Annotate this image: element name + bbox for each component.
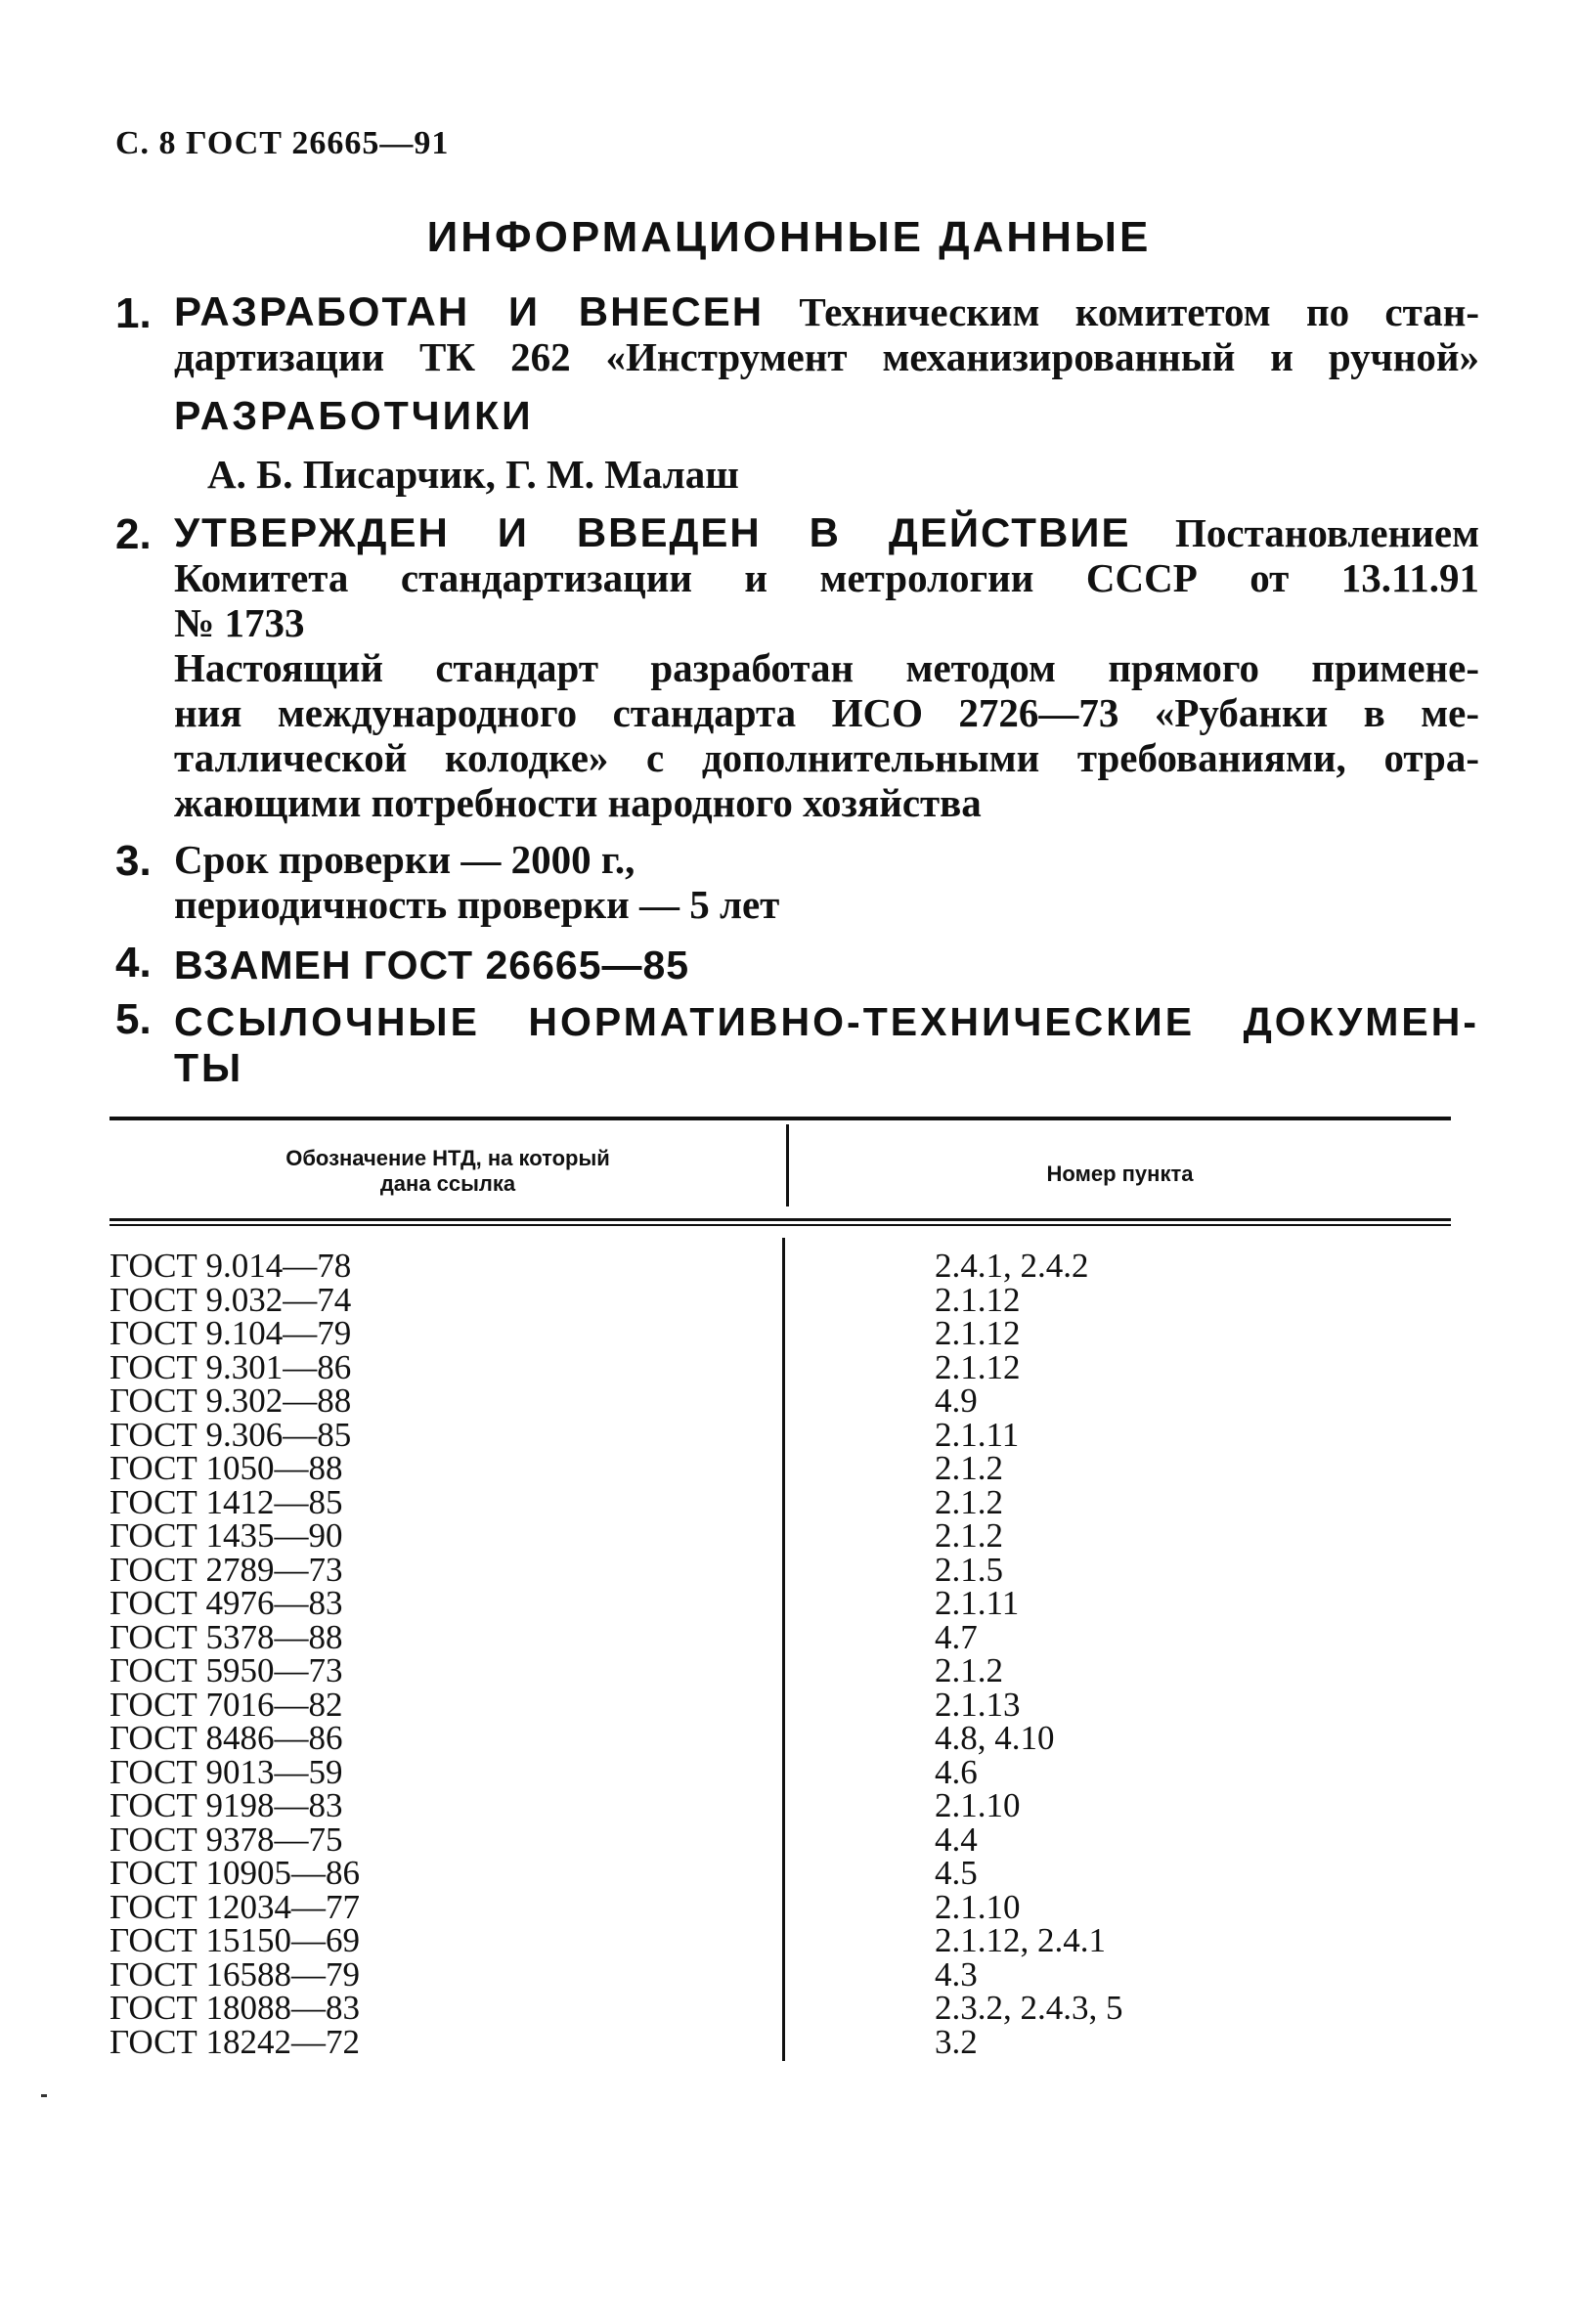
table-row: [110, 1651, 1451, 1689]
table-row: [110, 1617, 1451, 1656]
cell-document: ГОСТ 1412—85: [110, 1482, 343, 1521]
table-row: [110, 1954, 1451, 1994]
col-header-document-line-1: Обозначение НТД, на который: [285, 1146, 610, 1170]
cell-item-number: 2.1.12, 2.4.1: [935, 1921, 1106, 1959]
table-row: [110, 1685, 1451, 1724]
cell-document: ГОСТ 12034—77: [110, 1887, 361, 1926]
section-2-note-2: ния международного стандарта ИСО 2726—73 «Рубанки в ме-: [174, 690, 1479, 735]
table-row: [110, 1449, 1451, 1487]
section-1: [115, 289, 1479, 497]
table-row: [110, 1719, 1451, 1757]
table-row: [110, 1415, 1451, 1454]
cell-item-number: 4.3: [935, 1954, 978, 1994]
cell-item-number: 4.6: [935, 1752, 978, 1791]
cell-document: ГОСТ 9378—75: [110, 1820, 343, 1859]
table-row: [110, 1516, 1451, 1555]
section-2-line-1: [174, 510, 1479, 555]
cell-item-number: 2.1.10: [935, 1887, 1021, 1926]
cell-item-number: 2.1.2: [935, 1516, 1003, 1555]
cell-document: ГОСТ 1050—88: [110, 1449, 343, 1487]
section-2: [115, 510, 1479, 825]
section-2-note-4: жающими потребности народного хозяйства: [174, 780, 982, 825]
section-1-number: 1.: [115, 289, 152, 337]
cell-document: ГОСТ 4976—83: [110, 1584, 343, 1622]
developers-heading: РАЗРАБОТЧИКИ: [174, 393, 534, 438]
developers-names: А. Б. Писарчик, Г. М. Малаш: [207, 452, 739, 497]
section-2-note-1: Настоящий стандарт разработан методом прямого примене-: [174, 645, 1479, 690]
section-2-lead: УТВЕРЖДЕН И ВВЕДЕН В ДЕЙСТВИЕ: [174, 509, 1131, 555]
table-row: [110, 1989, 1451, 2027]
cell-document: ГОСТ 5950—73: [110, 1651, 343, 1689]
document-title: ИНФОРМАЦИОННЫЕ ДАННЫЕ: [426, 213, 1152, 261]
cell-item-number: 2.3.2, 2.4.3, 5: [935, 1989, 1123, 2027]
cell-item-number: 2.1.2: [935, 1651, 1003, 1689]
cell-document: ГОСТ 9198—83: [110, 1786, 343, 1824]
cell-item-number: 2.1.10: [935, 1786, 1021, 1824]
cell-document: ГОСТ 9.302—88: [110, 1381, 352, 1420]
table-row: [110, 1752, 1451, 1791]
table-row: [110, 1921, 1451, 1959]
table-row: [110, 1381, 1451, 1420]
section-2-number: 2.: [115, 510, 152, 558]
cell-item-number: 4.9: [935, 1381, 978, 1420]
cell-document: ГОСТ 8486—86: [110, 1719, 343, 1757]
section-3-line-1: Срок проверки — 2000 г.,: [174, 837, 636, 882]
cell-document: ГОСТ 10905—86: [110, 1854, 361, 1892]
table-row: [110, 1854, 1451, 1892]
cell-document: ГОСТ 18242—72: [110, 2022, 361, 2061]
table-row: [110, 1550, 1451, 1589]
col-header-document: [110, 1146, 786, 1197]
cell-document: ГОСТ 9.301—86: [110, 1347, 352, 1386]
table-row: [110, 1584, 1451, 1622]
section-1-line-1: [174, 289, 1479, 334]
section-2-text-3: № 1733: [174, 600, 305, 645]
table-row: [110, 1347, 1451, 1386]
table-row: [110, 1887, 1451, 1926]
section-2-note-3: таллической колодке» с дополнительными требованиями, отра-: [174, 735, 1479, 780]
table-row: [110, 1820, 1451, 1859]
cell-document: ГОСТ 9.104—79: [110, 1314, 352, 1352]
table-row: [110, 1247, 1451, 1285]
header-rule-2: [110, 1224, 1451, 1226]
col-header-item-number: Номер пункта: [1046, 1162, 1194, 1186]
cell-item-number: 2.1.12: [935, 1314, 1021, 1352]
section-5: [115, 995, 1479, 1090]
cell-item-number: 4.4: [935, 1820, 978, 1859]
cell-document: ГОСТ 7016—82: [110, 1685, 343, 1724]
section-5-line-1: ССЫЛОЧНЫЕ НОРМАТИВНО-ТЕХНИЧЕСКИЕ ДОКУМЕН-: [174, 999, 1479, 1044]
cell-document: ГОСТ 15150—69: [110, 1921, 361, 1959]
table-body: [110, 1247, 1451, 2061]
section-4-text: ВЗАМЕН ГОСТ 26665—85: [174, 943, 690, 987]
section-4-number: 4.: [115, 939, 152, 987]
cell-document: ГОСТ 9.032—74: [110, 1280, 352, 1319]
section-5-line-2: ТЫ: [174, 1045, 244, 1090]
cell-item-number: 4.7: [935, 1617, 978, 1656]
table-row: [110, 1314, 1451, 1352]
cell-item-number: 2.1.11: [935, 1584, 1020, 1622]
table-row: [110, 1786, 1451, 1824]
cell-document: ГОСТ 1435—90: [110, 1516, 343, 1555]
table-row: [110, 2022, 1451, 2061]
section-1-text-1: Техническим комитетом по стан-: [799, 289, 1479, 334]
cell-document: ГОСТ 2789—73: [110, 1550, 343, 1589]
table-row: [110, 1280, 1451, 1319]
section-3: [115, 837, 1479, 927]
cell-item-number: 4.8, 4.10: [935, 1719, 1055, 1757]
scan-speck: [41, 2094, 47, 2097]
section-2-text-2: Комитета стандартизации и метрологии СССР от 13.11.91: [174, 555, 1479, 600]
cell-item-number: 2.1.2: [935, 1449, 1003, 1487]
cell-document: ГОСТ 18088—83: [110, 1989, 361, 2027]
cell-document: ГОСТ 9013—59: [110, 1752, 343, 1791]
section-3-number: 3.: [115, 837, 152, 885]
col-header-document-line-2: дана ссылка: [379, 1171, 516, 1196]
table-row: [110, 1482, 1451, 1521]
section-1-lead: РАЗРАБОТАН И ВНЕСЕН: [174, 288, 765, 334]
page-header: С. 8 ГОСТ 26665—91: [115, 125, 450, 161]
table-top-rule: [110, 1117, 1451, 1120]
cell-document: ГОСТ 16588—79: [110, 1954, 361, 1994]
header-rule-1: [110, 1218, 1451, 1221]
cell-item-number: 3.2: [935, 2022, 978, 2061]
cell-item-number: 4.5: [935, 1854, 978, 1892]
cell-item-number: 2.1.12: [935, 1280, 1021, 1319]
cell-item-number: 2.1.13: [935, 1685, 1021, 1724]
section-2-text-1: Постановлением: [1175, 510, 1480, 555]
cell-document: ГОСТ 5378—88: [110, 1617, 343, 1656]
section-5-number: 5.: [115, 995, 152, 1043]
cell-document: ГОСТ 9.014—78: [110, 1247, 352, 1285]
section-3-line-2: периодичность проверки — 5 лет: [174, 882, 780, 927]
section-4: [115, 939, 1479, 991]
cell-item-number: 2.1.12: [935, 1347, 1021, 1386]
cell-item-number: 2.4.1, 2.4.2: [935, 1247, 1089, 1285]
cell-item-number: 2.1.2: [935, 1482, 1003, 1521]
section-1-text-2: дартизации ТК 262 «Инструмент механизированный и ручной»: [174, 334, 1479, 379]
cell-document: ГОСТ 9.306—85: [110, 1415, 352, 1454]
cell-item-number: 2.1.11: [935, 1415, 1020, 1454]
cell-item-number: 2.1.5: [935, 1550, 1003, 1589]
